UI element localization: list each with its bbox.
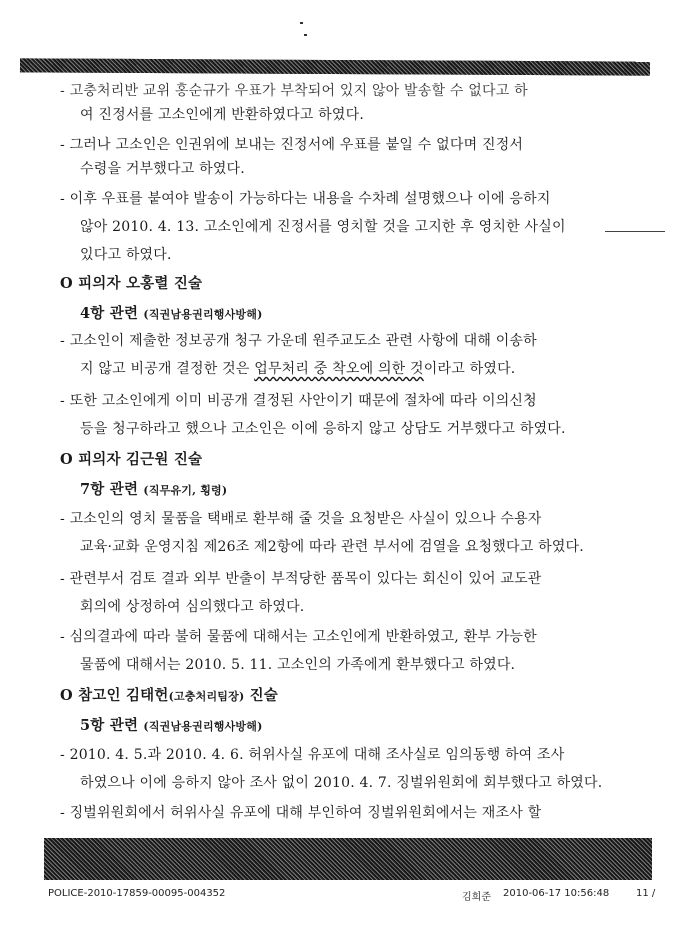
subheading-note: (직권남용권리행사방해) [143, 308, 263, 321]
body-line: 교육·교화 운영지침 제26조 제2항에 따라 관련 부서에 검열을 요청했다고 하였다. [80, 539, 584, 555]
section-subheading [80, 478, 227, 499]
section-subheading [80, 714, 263, 735]
body-line: - 2010. 4. 5.과 2010. 4. 6. 허위사실 유포에 대해 조사실로 임의동행 하여 조사 [60, 747, 565, 763]
section-heading: O 피의자 오홍렬 진술 [60, 275, 203, 292]
section-subheading [80, 302, 263, 323]
scan-speck [304, 34, 307, 36]
scan-noise-top [20, 58, 650, 75]
body-line: 등을 청구하라고 했으나 고소인은 이에 응하지 않고 상담도 거부했다고 하였다. [80, 421, 566, 437]
heading-label: O 참고인 김태헌 [60, 687, 169, 704]
body-line: - 관련부서 검토 결과 외부 반출이 부적당한 품목이 있다는 회신이 있어 교도관 [60, 571, 542, 587]
body-line: - 이후 우표를 붙여야 발송이 가능하다는 내용을 수차례 설명했으나 이에 응하지 [60, 191, 551, 207]
subheading-label: 5항 관련 [80, 717, 139, 734]
body-line: 회의에 상정하여 심의했다고 하였다. [80, 599, 305, 615]
body-line: - 심의결과에 따라 불허 물품에 대해서는 고소인에게 반환하였고, 환부 가능한 [60, 629, 537, 645]
body-line: - 징벌위원회에서 허위사실 유포에 대해 부인하여 징벌위원회에서는 재조사 할 [60, 805, 542, 821]
partial-top-line: - 고충처리반 교위 홍순규가 우표가 부착되어 있지 않아 발송할 수 없다고 하 [60, 83, 528, 99]
subheading-note: (직무유기, 횡령) [143, 484, 228, 497]
heading-note: (고충처리팀장) [168, 690, 245, 703]
scan-noise-bottom [44, 838, 652, 880]
body-line: 물품에 대해서는 2010. 5. 11. 고소인의 가족에게 환부했다고 하였다. [80, 657, 516, 673]
subheading-note: (직권남용권리행사방해) [143, 720, 263, 733]
subheading-label: 7항 관련 [80, 481, 139, 498]
body-line: 있다고 하였다. [80, 247, 172, 263]
body-line: - 고소인이 제출한 정보공개 청구 가운데 원주교도소 관련 사항에 대해 이송하 [60, 333, 537, 349]
footer-page-number: 11 / [636, 888, 656, 899]
text-span: 이라고 하였다. [423, 361, 516, 377]
section-heading: O 피의자 김근원 진술 [60, 451, 203, 468]
body-line [80, 358, 515, 378]
footer-signer: 김희준 [462, 892, 491, 903]
body-line: 여 진정서를 고소인에게 반환하였다고 하였다. [80, 107, 365, 123]
body-line: - 고소인의 영치 물품을 택배로 환부해 줄 것을 요청받은 사실이 있으나 수용자 [60, 511, 542, 527]
body-line: - 그러나 고소인은 인권위에 보내는 진정서에 우표를 붙일 수 없다며 진정서 [60, 137, 524, 153]
underlined-phrase: 업무처리 중 착오에 의한 것 [254, 361, 424, 377]
body-line: - 또한 고소인에게 이미 비공개 결정된 사안이기 때문에 절차에 따라 이의신청 [60, 393, 537, 409]
scan-speck [300, 22, 303, 24]
subheading-label: 4항 관련 [80, 305, 139, 322]
text-span: 지 않고 비공개 결정한 것은 [80, 361, 255, 377]
body-line: 하였으나 이에 응하지 않아 조사 없이 2010. 4. 7. 징벌위원회에 회부했다고 하였다. [80, 775, 603, 791]
body-line: 수령을 거부했다고 하였다. [80, 161, 245, 177]
body-line: 않아 2010. 4. 13. 고소인에게 진정서를 영치할 것을 고지한 후 영치한 사실이 [80, 219, 566, 235]
footer-timestamp: 2010-06-17 10:56:48 [503, 888, 610, 899]
section-heading [60, 684, 278, 705]
heading-tail: 진술 [244, 687, 279, 704]
footer-doc-id: POLICE-2010-17859-00095-004352 [48, 888, 226, 899]
margin-mark [605, 231, 665, 232]
